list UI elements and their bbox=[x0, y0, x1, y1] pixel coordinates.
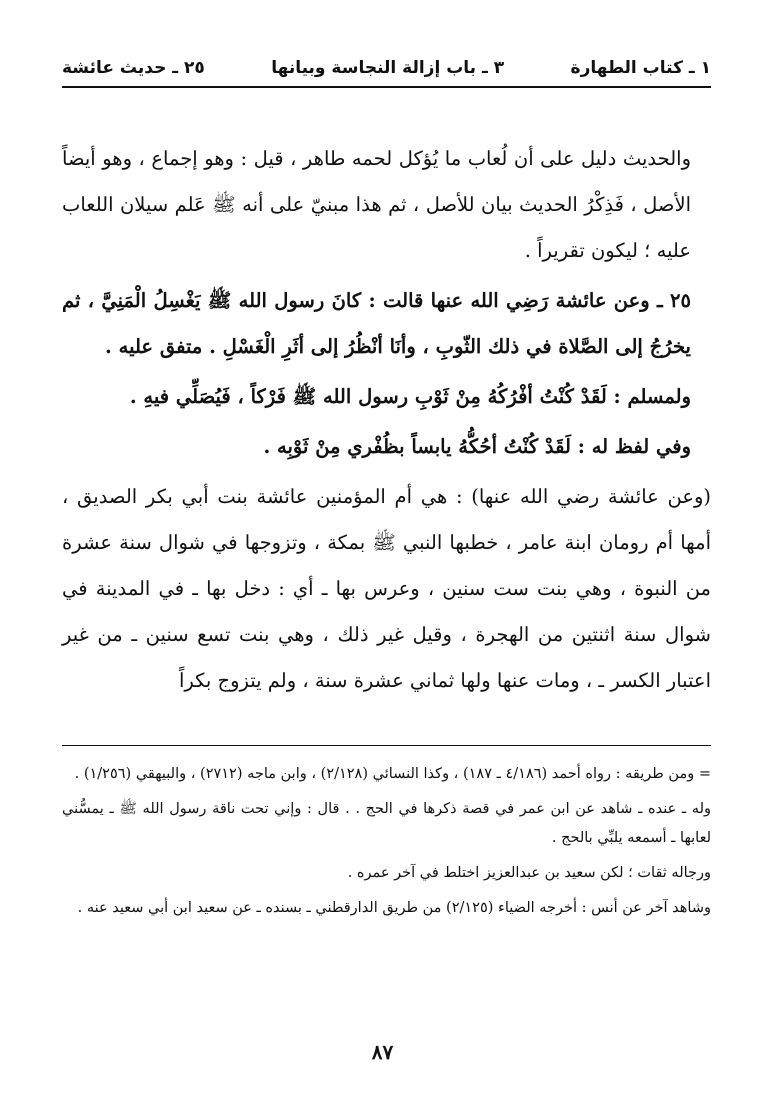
header-hadith-ref: ٢٥ ـ حديث عائشة bbox=[62, 58, 205, 78]
main-text bbox=[62, 136, 711, 708]
biography-paragraph: (وعن عائشة رضي الله عنها) : هي أم المؤمنين عائشة بنت أبي بكر الصديق ، أمها أم رومان ابنة عامر ، خطبها النبي ﷺ بمكة ، وتزوجها في شوال سنة عشرة من النبوة ، وهي بنت ست سنين ، وعرس بها ـ أي : دخل بها ـ في المدينة في شوال سنة اثنتين من الهجرة ، وقيل غير ذلك ، وهي بنت تسع سنين ـ من غير اعتبار الكسر ـ ، ومات عنها ولها ثماني عشرة سنة ، ولم يتزوج بكراً bbox=[62, 485, 711, 692]
muslim-narration: ولمسلم : لَقَدْ كُنْتُ أفْرُكُهُ مِنْ ثَوْبِ رسول الله ﷺ فَرْكاً ، فَيُصَلِّي فيهِ . bbox=[129, 385, 691, 408]
header-book-title: ١ ـ كتاب الطهارة bbox=[570, 58, 711, 78]
commentary-paragraph: والحديث دليل على أن لُعاب ما يُؤكل لحمه طاهر ، قيل : وهو إجماع ، وهو أيضاً الأصل ، فَذِكْرُ الحديث بيان للأصل ، ثم هذا مبنيّ على أنه ﷺ عَلم سيلان اللعاب عليه ؛ ليكون تقريراً . bbox=[62, 147, 691, 262]
footnote-divider bbox=[62, 745, 711, 746]
header-chapter-title: ٣ ـ باب إزالة النجاسة وبيانها bbox=[271, 58, 505, 78]
footnote: وله ـ عنده ـ شاهد عن ابن عمر في قصة ذكرها في الحج . . قال : وإني تحت ناقة رسول الله ﷺ ـ يمسُّني لعابها ـ أسمعه يلبِّي بالحج . bbox=[62, 801, 711, 846]
alternate-wording: وفي لفظ له : لَقَدْ كُنْتُ أحُكُّهُ يابساً بظُفْري مِنْ ثَوْبِه . bbox=[263, 435, 691, 458]
footnote: = ومن طريقه : رواه أحمد (٤/١٨٦ ـ ١٨٧) ، وكذا النسائي (٢/١٢٨) ، وابن ماجه (٢٧١٢) ، والبيهقي (١/٢٥٦) . bbox=[74, 766, 711, 782]
footnote: ورجاله ثقات ؛ لكن سعيد بن عبدالعزيز اختلط في آخر عمره . bbox=[347, 865, 711, 881]
footnote: وشاهد آخر عن أنس : أخرجه الضياء (٢/١٢٥) من طريق الدارقطني ـ بسنده ـ عن سعيد ابن أبي سعيد عنه . bbox=[77, 900, 711, 916]
hadith-text: ٢٥ ـ وعن عائشة رَضِي الله عنها قالت : كانَ رسول الله ﷺ يَغْسِلُ الْمَنِيَّ ، ثم يخرُجُ إلى الصَّلاة في ذلك الثّوبِ ، وأنَا أنْظُرُ إلى أثَرِ الْغَسْلِ . متفق عليه . bbox=[62, 289, 691, 358]
running-header bbox=[62, 58, 711, 88]
footnotes bbox=[62, 760, 711, 929]
page-number: ٨٧ bbox=[371, 1040, 394, 1064]
